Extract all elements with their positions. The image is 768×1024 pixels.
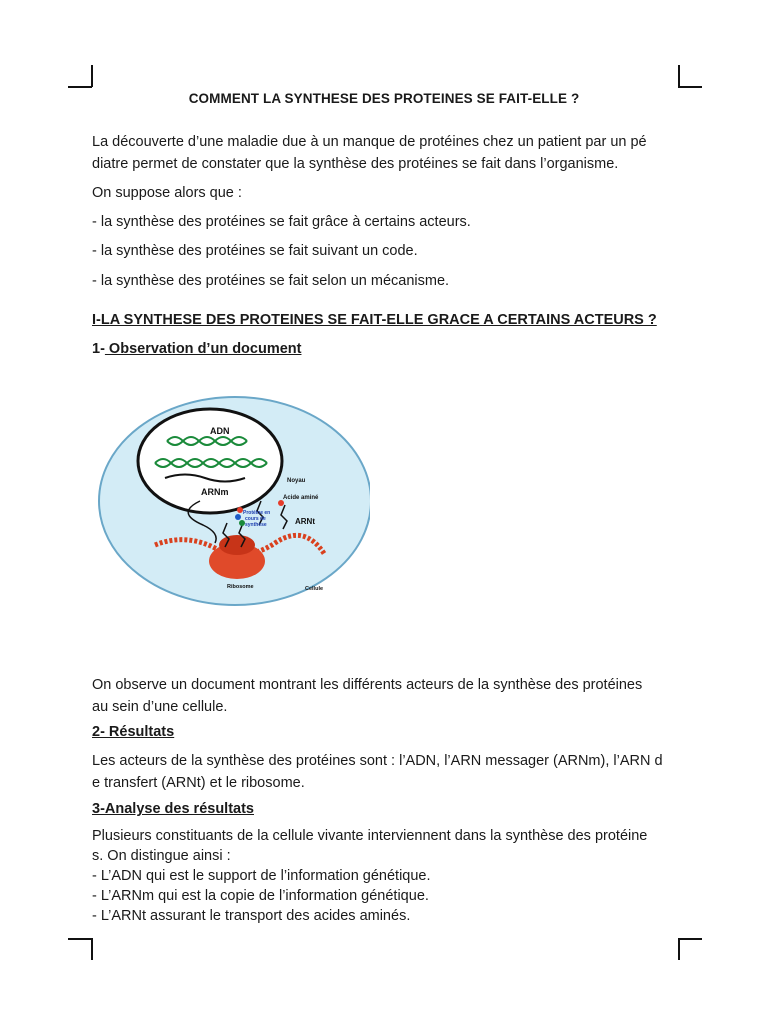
section-2-line-2: e transfert (ARNt) et le ribosome. [92, 775, 305, 791]
section-3-line-4: - L’ARNm qui est la copie de l’information génétique. [92, 888, 429, 904]
label-arnt: ARNt [295, 517, 315, 526]
subsection-1-number: 1- [92, 341, 105, 357]
observation-line-2: au sein d’une cellule. [92, 699, 228, 715]
section-2-paragraph [92, 750, 692, 794]
section-3-line-3: - L’ADN qui est le support de l’information génétique. [92, 868, 431, 884]
crop-mark-top-left-h [68, 86, 92, 88]
section-1-heading: I-LA SYNTHESE DES PROTEINES SE FAIT-ELLE GRACE A CERTAINS ACTEURS ? [92, 312, 657, 328]
page-title: COMMENT LA SYNTHESE DES PROTEINES SE FAIT-ELLE ? [188, 91, 580, 106]
label-acide-amine: Acide aminé [283, 495, 319, 501]
label-proteine-2: cours de [245, 516, 266, 522]
label-arnm: ARNm [201, 487, 229, 497]
subsection-1-heading [92, 341, 301, 357]
section-3-heading: 3-Analyse des résultats [92, 801, 254, 817]
crop-mark-top-right-h [678, 86, 702, 88]
hypothesis-1: - la synthèse des protéines se fait grâce à certains acteurs. [92, 214, 471, 230]
label-proteine-1: Protéine en [243, 510, 271, 516]
ribosome-subunit [219, 535, 255, 555]
section-3-line-5: - L’ARNt assurant le transport des acides aminés. [92, 908, 411, 924]
crop-mark-bottom-left-h [68, 938, 92, 940]
hypothesis-2: - la synthèse des protéines se fait suivant un code. [92, 243, 418, 259]
observation-paragraph [92, 674, 692, 718]
subsection-1-title: Observation d’un document [104, 341, 302, 357]
section-3-paragraph [92, 826, 692, 926]
section-3-line-2: s. On distingue ainsi : [92, 848, 231, 864]
section-2-line-1: Les acteurs de la synthèse des protéines sont : l’ADN, l’ARN messager (ARNm), l’ARN d [92, 753, 663, 769]
intro-paragraph [92, 131, 692, 175]
crop-mark-bottom-left-v [91, 938, 93, 960]
label-ribosome: Ribosome [227, 584, 254, 590]
hypothesis-3: - la synthèse des protéines se fait selon un mécanisme. [92, 273, 450, 289]
section-3-line-1: Plusieurs constituants de la cellule vivante interviennent dans la synthèse des protéine [92, 828, 648, 844]
intro-line-1: La découverte d’une maladie due à un manque de protéines chez un patient par un pé [92, 134, 647, 150]
section-2-heading: 2- Résultats [92, 724, 175, 740]
nucleus [138, 409, 282, 513]
label-noyau: Noyau [287, 478, 306, 484]
label-adn: ADN [210, 426, 230, 436]
crop-mark-top-right-v [678, 65, 680, 87]
suppose-text: On suppose alors que : [92, 185, 242, 201]
intro-line-2: diatre permet de constater que la synthèse des protéines se fait dans l’organisme. [92, 156, 619, 172]
crop-mark-bottom-right-h [678, 938, 702, 940]
label-proteine-3: synthèse [245, 522, 267, 528]
observation-line-1: On observe un document montrant les différents acteurs de la synthèse des protéines [92, 677, 643, 693]
crop-mark-top-left-v [91, 65, 93, 87]
protein-synthesis-figure [95, 383, 370, 613]
crop-mark-bottom-right-v [678, 938, 680, 960]
label-cellule: Cellule [305, 586, 324, 592]
